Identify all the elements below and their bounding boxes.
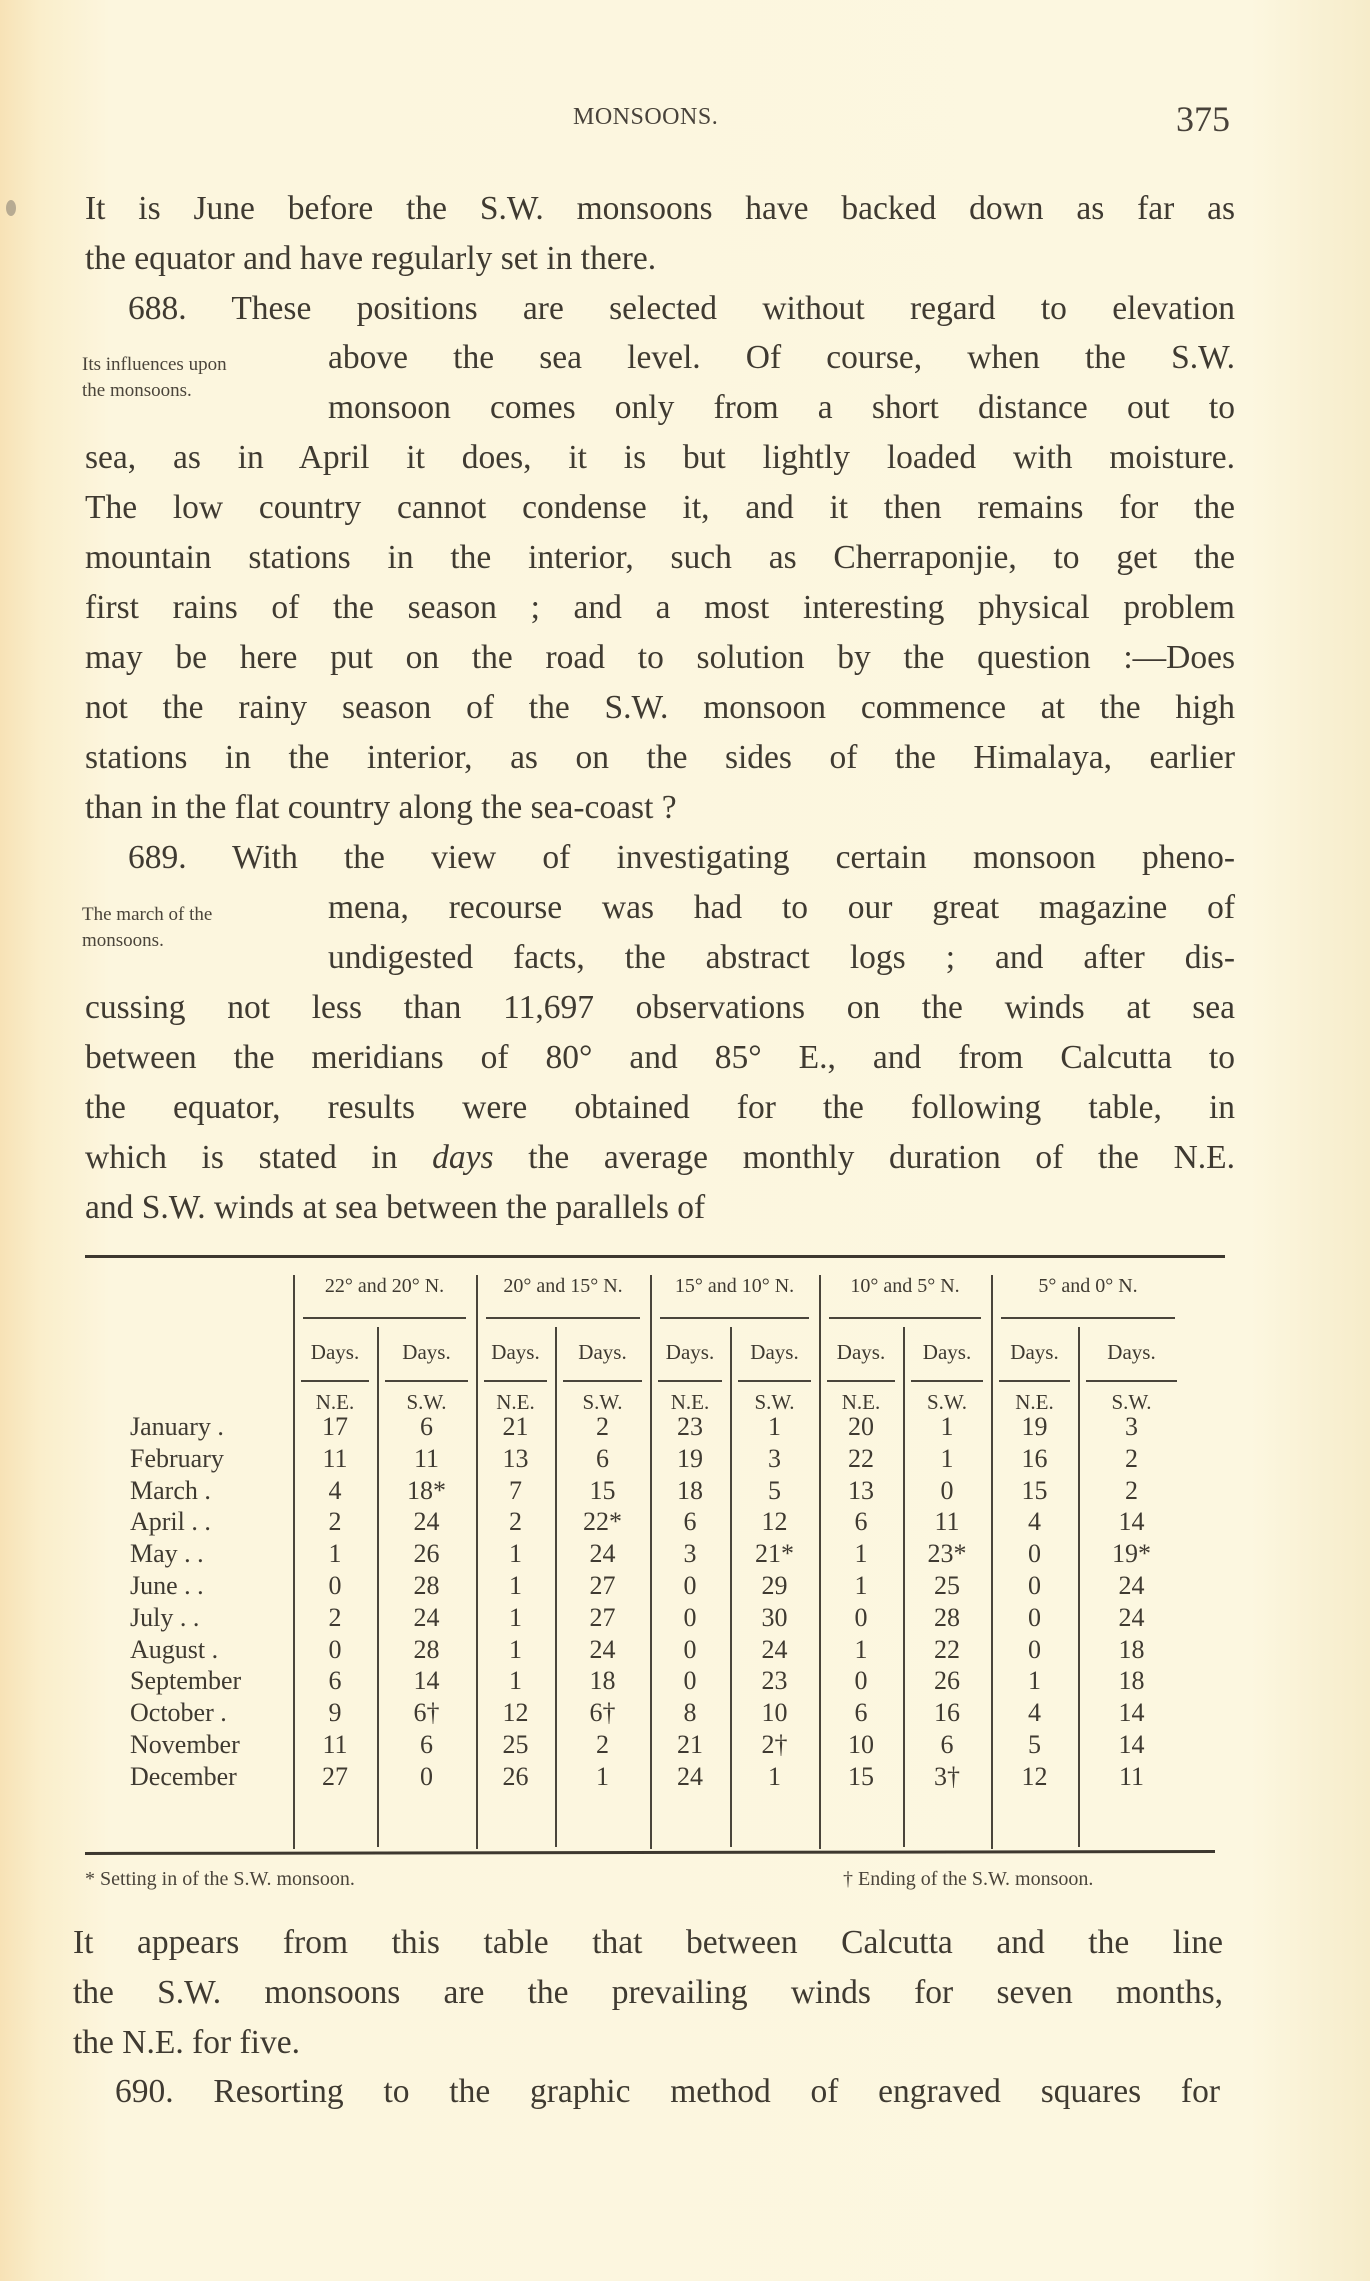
text-line: between the meridians of 80° and 85° E., and from Calcutta to bbox=[85, 1039, 1235, 1076]
text-line: undigested facts, the abstract logs ; and after dis- bbox=[328, 939, 1235, 976]
unit-header: Days. bbox=[750, 1340, 799, 1364]
group-header: 20° and 15° N. bbox=[503, 1275, 623, 1297]
month-label: March . bbox=[130, 1475, 211, 1505]
table-cell: 4 bbox=[1028, 1507, 1041, 1537]
table-cell: 11 bbox=[413, 1443, 440, 1473]
table-cell: 20 bbox=[848, 1412, 874, 1441]
table-cell: 10 bbox=[848, 1730, 874, 1759]
month-label: July . . bbox=[130, 1602, 200, 1632]
table-cell: 1 bbox=[509, 1634, 522, 1664]
table-cell: 1 bbox=[854, 1634, 868, 1664]
table-cell: 22 bbox=[934, 1634, 960, 1664]
header-rule bbox=[385, 1380, 468, 1382]
table-cell: 5 bbox=[1028, 1730, 1041, 1759]
table-cell: 14 bbox=[1118, 1730, 1145, 1759]
group-header: 15° and 10° N. bbox=[674, 1275, 795, 1297]
month-label: November bbox=[130, 1730, 240, 1759]
table-bottom-rule bbox=[85, 1850, 1215, 1855]
table-cell: 6 bbox=[328, 1666, 342, 1696]
table-cell: 25 bbox=[934, 1571, 960, 1600]
header-rule bbox=[1086, 1380, 1177, 1382]
table-cell: 12 bbox=[502, 1698, 529, 1728]
text-line: stations in the interior, as on the sides of the Himalaya, earlier bbox=[85, 739, 1235, 776]
table-cell: 0 bbox=[1028, 1539, 1041, 1569]
direction-header: S.W. bbox=[406, 1390, 447, 1414]
table-cell: 30 bbox=[761, 1602, 788, 1632]
page-number: 375 bbox=[1176, 99, 1230, 139]
header-rule bbox=[829, 1317, 981, 1319]
header-rule bbox=[486, 1317, 640, 1319]
table-cell: 6 bbox=[683, 1507, 697, 1537]
table-cell: 26 bbox=[502, 1761, 529, 1791]
text-line: cussing not less than 11,697 observations on the winds at sea bbox=[85, 989, 1235, 1026]
month-label: February bbox=[130, 1443, 224, 1473]
table-cell: 0 bbox=[854, 1666, 868, 1696]
table-cell: 0 bbox=[328, 1634, 342, 1664]
text-line: the equator, results were obtained for the following table, in bbox=[85, 1089, 1235, 1126]
footnote-dagger: † Ending of the S.W. monsoon. bbox=[843, 1868, 1094, 1890]
month-label: January . bbox=[130, 1412, 224, 1441]
month-label: April . . bbox=[130, 1507, 211, 1537]
table-cell: 12 bbox=[1021, 1761, 1048, 1791]
table-cell: 6† bbox=[413, 1698, 440, 1728]
table-cell: 24 bbox=[1118, 1571, 1145, 1600]
text-line: It appears from this table that between Calcutta and the line bbox=[73, 1924, 1223, 1961]
table-cell: 24 bbox=[677, 1761, 703, 1791]
table-cell: 25 bbox=[502, 1730, 529, 1759]
ink-blemish bbox=[6, 200, 16, 216]
table-cell: 6† bbox=[589, 1698, 616, 1728]
header-rule bbox=[1001, 1317, 1175, 1319]
table-cell: 14 bbox=[1118, 1507, 1145, 1537]
table-cell: 28 bbox=[413, 1571, 440, 1600]
table-cell: 17 bbox=[322, 1412, 348, 1441]
table-cell: 0 bbox=[1028, 1571, 1041, 1600]
table-cell: 2 bbox=[596, 1412, 609, 1441]
header-rule bbox=[738, 1380, 811, 1382]
table-cell: 21 bbox=[677, 1730, 703, 1759]
table-cell: 2† bbox=[761, 1730, 788, 1759]
table-cell: 19* bbox=[1112, 1539, 1151, 1569]
text-line: may be here put on the road to solution by the question :—Does bbox=[85, 639, 1235, 676]
table-cell: 5 bbox=[768, 1475, 781, 1505]
table-cell: 1 bbox=[328, 1539, 342, 1569]
table-cell: 1 bbox=[509, 1666, 522, 1696]
table-cell: 1 bbox=[854, 1539, 868, 1569]
table-cell: 0 bbox=[683, 1666, 697, 1696]
table-cell: 1 bbox=[509, 1539, 522, 1569]
table-cell: 24 bbox=[589, 1634, 616, 1664]
running-title: MONSOONS. bbox=[573, 104, 719, 130]
group-header: 5° and 0° N. bbox=[1038, 1275, 1138, 1297]
table-cell: 7 bbox=[509, 1475, 522, 1505]
text-line: sea, as in April it does, it is but lightly loaded with moisture. bbox=[85, 439, 1235, 476]
unit-header: Days. bbox=[310, 1340, 360, 1364]
table-cell: 28 bbox=[413, 1634, 440, 1664]
text-line: than in the flat country along the sea-coast ? bbox=[85, 789, 677, 826]
table-cell: 23* bbox=[927, 1539, 967, 1569]
table-cell: 1 bbox=[854, 1571, 868, 1600]
text-line: not the rainy season of the S.W. monsoon commence at the high bbox=[85, 689, 1235, 726]
table-cell: 1 bbox=[940, 1443, 954, 1473]
text-line: mountain stations in the interior, such as Cherraponjie, to get the bbox=[85, 539, 1235, 576]
month-label: May . . bbox=[130, 1539, 204, 1569]
table-cell: 2 bbox=[596, 1730, 609, 1759]
table-cell: 13 bbox=[502, 1443, 529, 1473]
direction-header: N.E. bbox=[1015, 1390, 1054, 1414]
unit-header: Days. bbox=[665, 1340, 715, 1364]
table-cell: 24 bbox=[761, 1634, 788, 1664]
table-cell: 16 bbox=[1021, 1443, 1048, 1473]
table-cell: 22* bbox=[583, 1507, 622, 1537]
table-cell: 3† bbox=[934, 1761, 960, 1791]
paragraph-689-start: 689. With the view of investigating certain monsoon pheno- bbox=[128, 839, 1235, 876]
table-cell: 15 bbox=[1021, 1475, 1048, 1505]
table-cell: 1 bbox=[596, 1761, 609, 1791]
table-cell: 11 bbox=[322, 1443, 348, 1473]
marginal-note: Its influences upon bbox=[82, 354, 227, 375]
footnote-asterisk: * Setting in of the S.W. monsoon. bbox=[85, 1868, 355, 1890]
group-header: 10° and 5° N. bbox=[850, 1275, 960, 1297]
table-cell: 0 bbox=[420, 1761, 433, 1791]
table-cell: 2 bbox=[328, 1602, 342, 1632]
month-label: August . bbox=[130, 1634, 219, 1664]
direction-header: N.E. bbox=[670, 1390, 710, 1414]
table-cell: 1 bbox=[940, 1412, 954, 1441]
text-line: the N.E. for five. bbox=[73, 2024, 300, 2061]
text-line: which is stated in days the average monthly duration of the N.E. bbox=[85, 1139, 1235, 1176]
table-cell: 15 bbox=[589, 1475, 616, 1505]
direction-header: N.E. bbox=[841, 1390, 881, 1414]
month-label: September bbox=[130, 1666, 242, 1696]
table-cell: 6 bbox=[854, 1698, 868, 1728]
table-cell: 19 bbox=[1021, 1412, 1048, 1441]
text-line: first rains of the season ; and a most interesting physical problem bbox=[85, 589, 1235, 626]
text-line: and S.W. winds at sea between the parallels of bbox=[85, 1189, 706, 1226]
text-line: mena, recourse was had to our great magazine of bbox=[328, 889, 1235, 926]
table-cell: 1 bbox=[768, 1412, 781, 1441]
table-cell: 1 bbox=[768, 1761, 781, 1791]
unit-header: Days. bbox=[922, 1340, 972, 1364]
table-cell: 0 bbox=[683, 1634, 697, 1664]
unit-header: Days. bbox=[578, 1340, 627, 1364]
direction-header: S.W. bbox=[582, 1390, 623, 1414]
emphasis: days bbox=[432, 1139, 494, 1176]
table-cell: 29 bbox=[761, 1571, 788, 1600]
header-rule bbox=[301, 1380, 369, 1382]
table-cell: 16 bbox=[934, 1698, 960, 1728]
header-rule bbox=[827, 1380, 895, 1382]
running-head bbox=[0, 100, 1370, 140]
table-cell: 15 bbox=[848, 1761, 874, 1791]
table-cell: 6 bbox=[854, 1507, 868, 1537]
table-cell: 2 bbox=[328, 1507, 342, 1537]
table-cell: 4 bbox=[328, 1475, 342, 1505]
table-cell: 0 bbox=[683, 1571, 697, 1600]
table-cell: 3 bbox=[683, 1539, 697, 1569]
table-cell: 1 bbox=[1028, 1666, 1041, 1696]
table-cell: 1 bbox=[509, 1571, 522, 1600]
direction-header: S.W. bbox=[926, 1390, 968, 1414]
unit-header: Days. bbox=[1107, 1340, 1156, 1364]
text-line: monsoon comes only from a short distance out to bbox=[328, 389, 1235, 426]
table-cell: 14 bbox=[413, 1666, 440, 1696]
table-cell: 28 bbox=[934, 1602, 960, 1632]
table-cell: 27 bbox=[322, 1761, 348, 1791]
table-cell: 3 bbox=[768, 1443, 781, 1473]
header-rule bbox=[660, 1317, 809, 1319]
marginal-note: The march of the bbox=[82, 904, 213, 925]
table-cell: 0 bbox=[1028, 1602, 1041, 1632]
table-cell: 18 bbox=[1118, 1634, 1145, 1664]
table-cell: 23 bbox=[677, 1412, 703, 1441]
marginal-note: the monsoons. bbox=[82, 380, 192, 401]
table-cell: 18* bbox=[407, 1475, 446, 1505]
table-cell: 24 bbox=[413, 1602, 440, 1632]
table-cell: 11 bbox=[934, 1507, 960, 1537]
table-cell: 24 bbox=[1118, 1602, 1145, 1632]
table-cell: 23 bbox=[761, 1666, 788, 1696]
unit-header: Days. bbox=[1010, 1340, 1059, 1364]
table-cell: 27 bbox=[589, 1602, 616, 1632]
text-line: The low country cannot condense it, and it then remains for the bbox=[85, 489, 1235, 526]
table-cell: 24 bbox=[589, 1539, 616, 1569]
table-cell: 0 bbox=[940, 1475, 954, 1505]
table-cell: 9 bbox=[328, 1698, 342, 1728]
header-rule bbox=[484, 1380, 547, 1382]
table-cell: 2 bbox=[1125, 1475, 1138, 1505]
unit-header: Days. bbox=[491, 1340, 540, 1364]
table-top-rule bbox=[85, 1255, 1225, 1258]
direction-header: S.W. bbox=[754, 1390, 795, 1414]
table-cell: 14 bbox=[1118, 1698, 1145, 1728]
table-cell: 26 bbox=[934, 1666, 960, 1696]
text-line: the S.W. monsoons are the prevailing winds for seven months, bbox=[73, 1974, 1223, 2011]
header-rule bbox=[999, 1380, 1070, 1382]
group-header: 22° and 20° N. bbox=[324, 1275, 445, 1297]
table-cell: 2 bbox=[1125, 1443, 1138, 1473]
table-cell: 22 bbox=[848, 1443, 874, 1473]
table-cell: 13 bbox=[848, 1475, 874, 1505]
header-rule bbox=[303, 1317, 466, 1319]
month-label: October . bbox=[130, 1698, 227, 1728]
unit-header: Days. bbox=[836, 1340, 886, 1364]
direction-header: N.E. bbox=[315, 1390, 355, 1414]
table-cell: 4 bbox=[1028, 1698, 1041, 1728]
table-cell: 0 bbox=[683, 1602, 697, 1632]
direction-header: S.W. bbox=[1111, 1390, 1152, 1414]
table-cell: 10 bbox=[761, 1698, 788, 1728]
table-cell: 1 bbox=[509, 1602, 522, 1632]
table-cell: 18 bbox=[677, 1475, 703, 1505]
table-cell: 11 bbox=[322, 1730, 348, 1759]
table-cell: 6 bbox=[420, 1730, 433, 1759]
table-cell: 0 bbox=[1028, 1634, 1041, 1664]
table-cell: 21* bbox=[755, 1539, 794, 1569]
header-rule bbox=[563, 1380, 642, 1382]
table-cell: 24 bbox=[413, 1507, 440, 1537]
table-cell: 6 bbox=[420, 1412, 433, 1441]
table-cell: 3 bbox=[1125, 1412, 1138, 1441]
table-cell: 8 bbox=[683, 1698, 697, 1728]
marginal-note: monsoons. bbox=[82, 930, 164, 951]
month-label: December bbox=[130, 1761, 237, 1791]
table-cell: 2 bbox=[509, 1507, 522, 1537]
table-cell: 18 bbox=[1118, 1666, 1145, 1696]
table-cell: 27 bbox=[589, 1571, 616, 1600]
header-rule bbox=[658, 1380, 722, 1382]
table-cell: 19 bbox=[677, 1443, 703, 1473]
table-cell: 18 bbox=[589, 1666, 616, 1696]
text-line: It is June before the S.W. monsoons have backed down as far as bbox=[85, 190, 1235, 227]
table-cell: 12 bbox=[761, 1507, 788, 1537]
table-cell: 26 bbox=[413, 1539, 440, 1569]
monsoon-duration-table bbox=[85, 1255, 1225, 1865]
direction-header: N.E. bbox=[496, 1390, 535, 1414]
paragraph-690-start: 690. Resorting to the graphic method of engraved squares for bbox=[115, 2073, 1220, 2110]
unit-header: Days. bbox=[402, 1340, 451, 1364]
month-label: June . . bbox=[130, 1571, 204, 1600]
header-rule bbox=[911, 1380, 983, 1382]
table-cell: 11 bbox=[1118, 1761, 1145, 1791]
text-line: above the sea level. Of course, when the S.W. bbox=[328, 339, 1235, 376]
text-line: the equator and have regularly set in there. bbox=[85, 240, 657, 277]
table-cell: 6 bbox=[596, 1443, 609, 1473]
table-cell: 6 bbox=[940, 1730, 954, 1759]
table-cell: 21 bbox=[502, 1412, 529, 1441]
paragraph-688-start: 688. These positions are selected without regard to elevation bbox=[128, 290, 1235, 327]
table-cell: 0 bbox=[328, 1571, 342, 1600]
table-cell: 0 bbox=[854, 1602, 868, 1632]
